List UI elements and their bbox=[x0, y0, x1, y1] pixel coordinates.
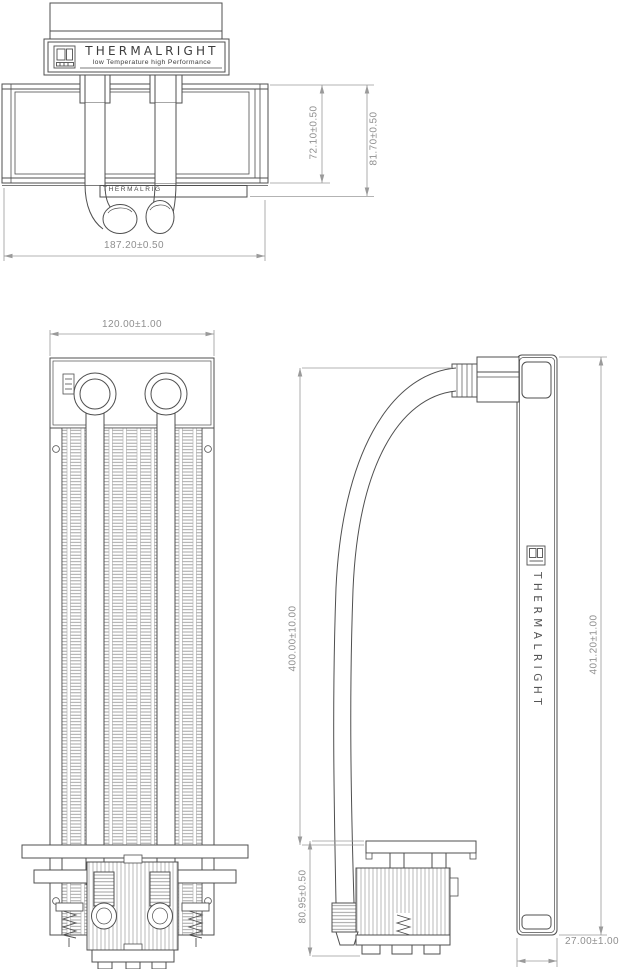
front-view-radiator bbox=[22, 358, 248, 969]
tr-logo-side-icon bbox=[527, 546, 545, 565]
coolant-tubes-top-view bbox=[85, 103, 176, 234]
dim-top-overall-width: 187.20±0.50 bbox=[104, 240, 164, 251]
top-view-pump-assembly bbox=[2, 3, 268, 234]
top-hose-fitting bbox=[452, 357, 519, 402]
tr-logo-icon bbox=[54, 46, 75, 68]
fan-band-side bbox=[2, 84, 268, 197]
side-view-assembly bbox=[332, 355, 557, 954]
fan-connector bbox=[63, 374, 74, 394]
dim-side-radiator-length: 401.20±1.00 bbox=[588, 614, 600, 675]
dim-side-pump-height: 80.95±0.50 bbox=[297, 869, 309, 924]
dim-side-radiator-thickness: 27.00±1.00 bbox=[565, 936, 619, 947]
pump-block-front bbox=[87, 855, 178, 950]
brand-logo-text: THERMALRIGHT bbox=[85, 44, 219, 58]
dim-top-overall-height: 81.70±0.50 bbox=[368, 111, 380, 166]
tank-fitting-ports bbox=[74, 373, 187, 415]
side-rail-brand-text: THERMALRIGHT bbox=[531, 572, 543, 710]
dim-front-radiator-width: 120.00±1.00 bbox=[102, 319, 162, 330]
brand-tagline: low Temperature high Performance bbox=[92, 59, 212, 66]
dim-side-tube-length: 400.00±10.00 bbox=[287, 605, 299, 672]
radiator-plate-brand-text: THERMALRIG bbox=[103, 186, 162, 193]
pump-top-cap bbox=[50, 3, 222, 39]
coolant-tube-side-view bbox=[334, 368, 456, 903]
dim-top-body-height: 72.10±0.50 bbox=[308, 105, 320, 160]
